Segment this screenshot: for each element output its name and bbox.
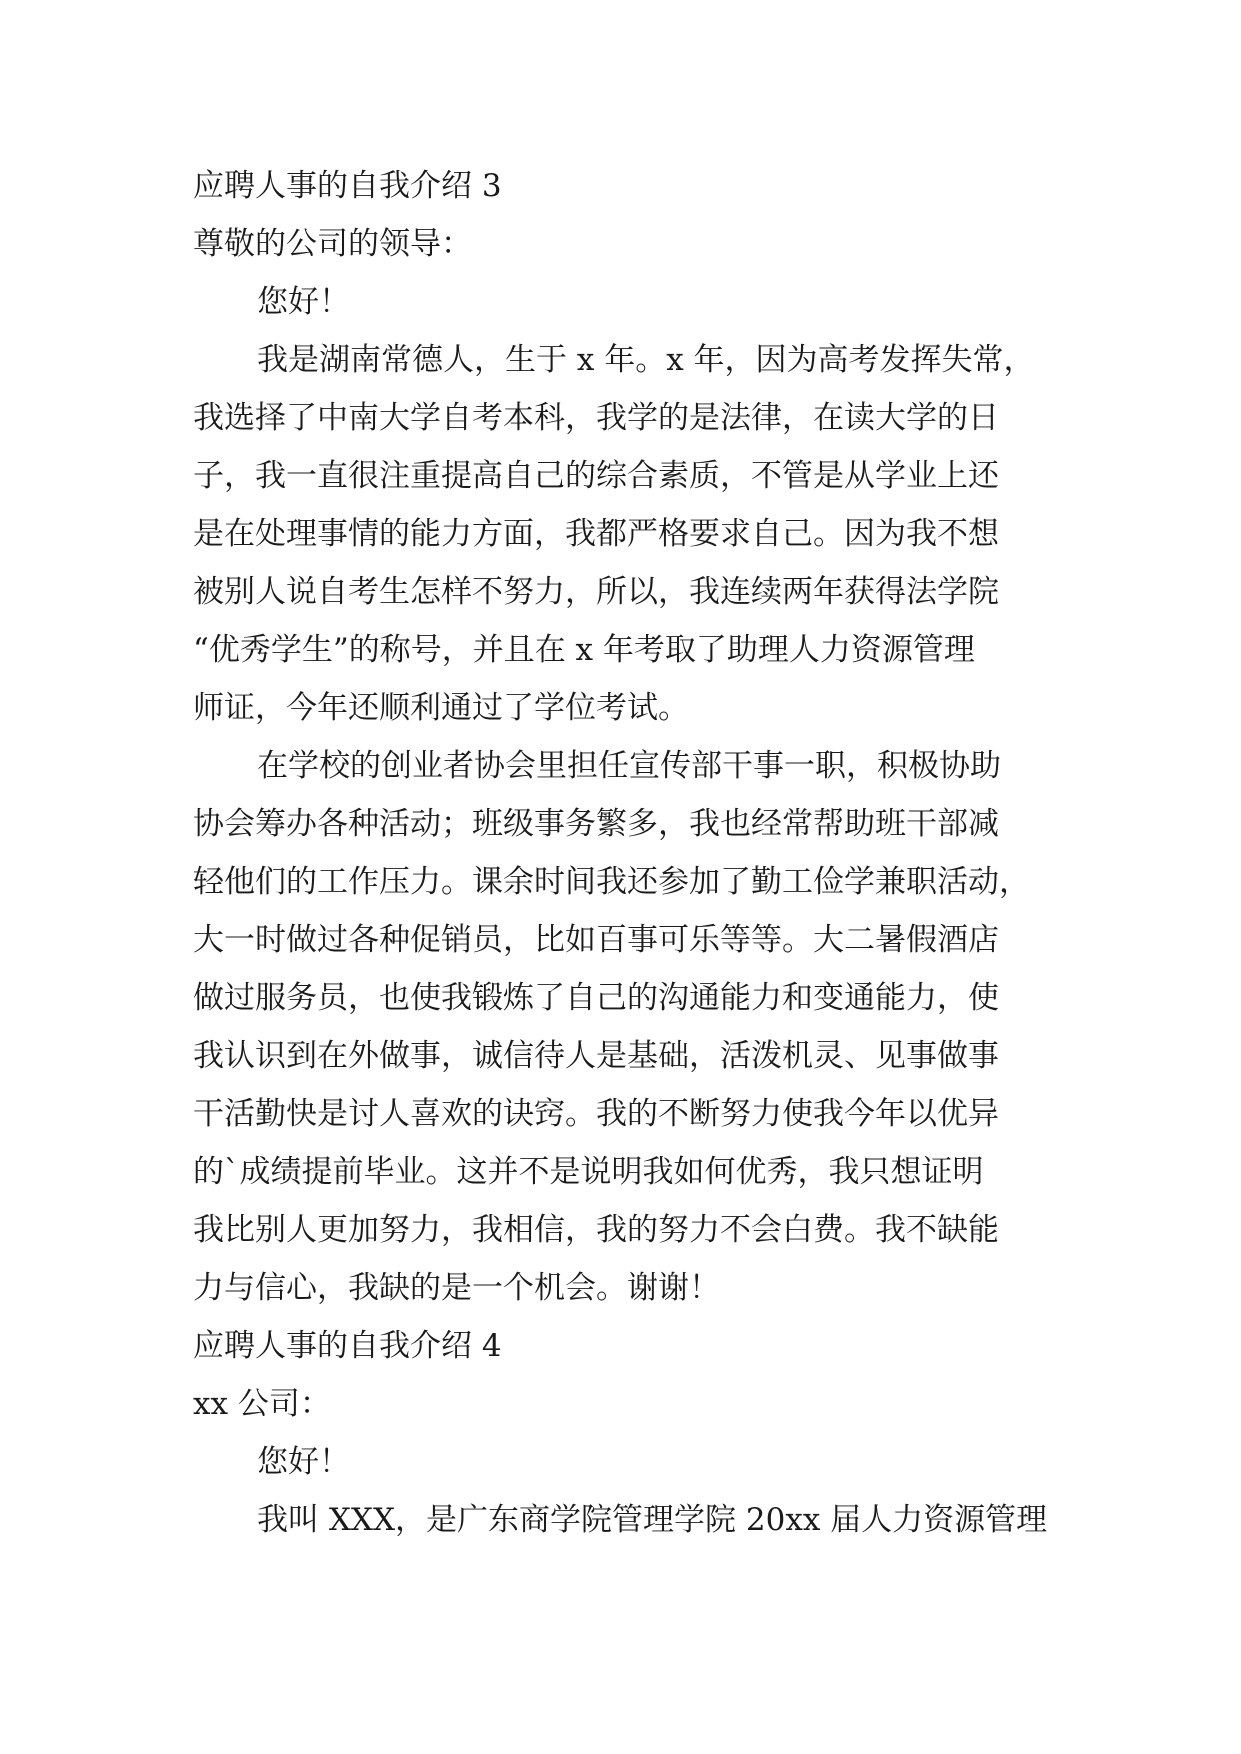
section4-greeting: 您好！	[257, 1444, 350, 1480]
paragraph-line: 干活勤快是讨人喜欢的诀窍。我的不断努力使我今年以优异	[193, 1096, 999, 1132]
section3-heading: 应聘人事的自我介绍 3	[193, 168, 502, 204]
paragraph-line: 子，我一直很注重提高自己的综合素质，不管是从学业上还	[193, 458, 999, 494]
paragraph-line: 我选择了中南大学自考本科，我学的是法律，在读大学的日	[193, 400, 999, 436]
paragraph-line: 轻他们的工作压力。课余时间我还参加了勤工俭学兼职活动，	[193, 864, 1030, 900]
section4-salutation: xx 公司：	[193, 1386, 331, 1422]
section3-greeting: 您好！	[257, 284, 350, 320]
paragraph-line: 协会筹办各种活动；班级事务繁多，我也经常帮助班干部减	[193, 806, 999, 842]
paragraph-line: 做过服务员，也使我锻炼了自己的沟通能力和变通能力，使	[193, 980, 999, 1016]
paragraph-line: 力与信心，我缺的是一个机会。谢谢！	[193, 1270, 720, 1306]
paragraph-line: 师证，今年还顺利通过了学位考试。	[193, 690, 689, 726]
paragraph-line: 我叫 XXX，是广东商学院管理学院 20xx 届人力资源管理	[257, 1502, 1048, 1538]
paragraph-line: 大一时做过各种促销员，比如百事可乐等等。大二暑假酒店	[193, 922, 999, 958]
paragraph-line: “优秀学生”的称号，并且在 x 年考取了助理人力资源管理	[193, 632, 975, 668]
paragraph-line: 被别人说自考生怎样不努力，所以，我连续两年获得法学院	[193, 574, 999, 610]
paragraph-line: 是在处理事情的能力方面，我都严格要求自己。因为我不想	[193, 516, 999, 552]
section3-salutation: 尊敬的公司的领导：	[193, 226, 472, 262]
paragraph-line: 我认识到在外做事，诚信待人是基础，活泼机灵、见事做事	[193, 1038, 999, 1074]
paragraph-line: 我是湖南常德人，生于 x 年。x 年，因为高考发挥失常，	[257, 342, 1035, 378]
paragraph-line: 我比别人更加努力，我相信，我的努力不会白费。我不缺能	[193, 1212, 999, 1248]
paragraph-line: 的`成绩提前毕业。这并不是说明我如何优秀，我只想证明	[193, 1154, 984, 1190]
paragraph-line: 在学校的创业者协会里担任宣传部干事一职，积极协助	[257, 748, 1001, 784]
section4-heading: 应聘人事的自我介绍 4	[193, 1328, 502, 1364]
